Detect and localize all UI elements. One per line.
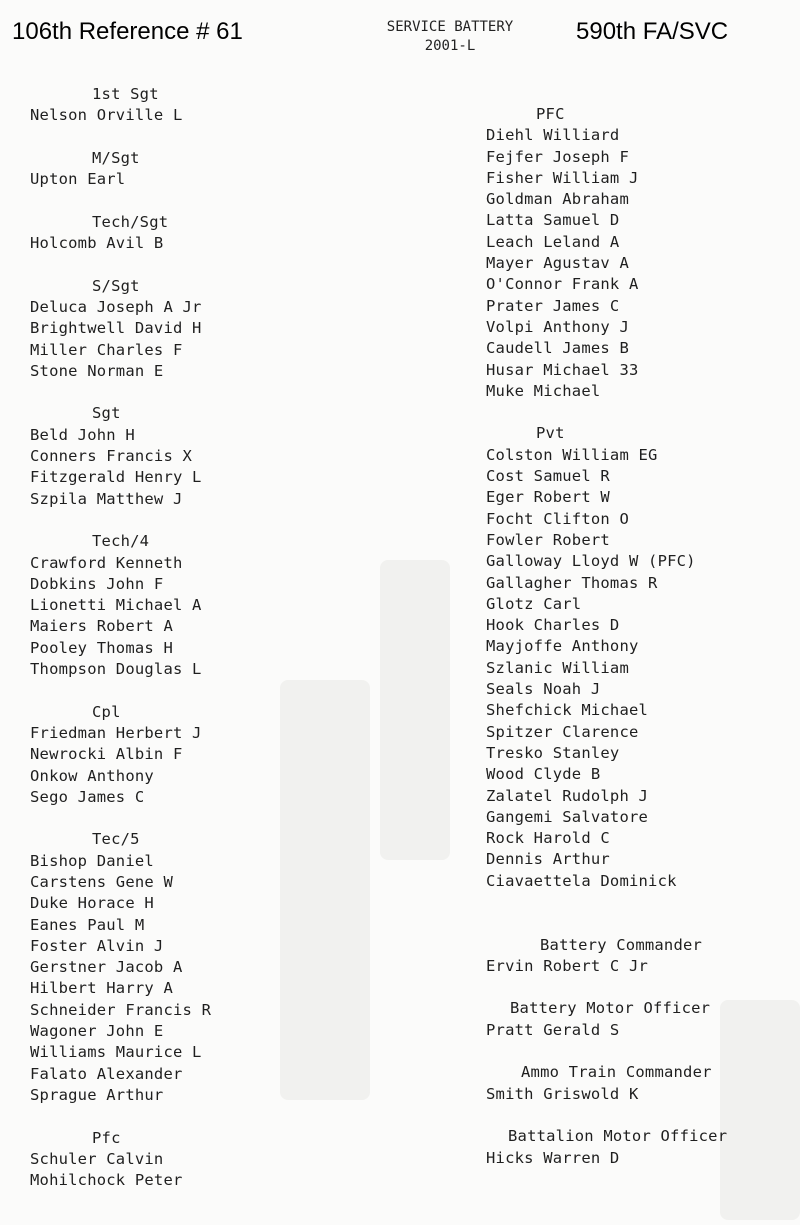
rank-group	[30, 1128, 211, 1192]
officer-name: Ervin Robert C Jr	[486, 956, 649, 975]
officer-group	[486, 935, 727, 978]
soldier-name: Fowler Robert	[486, 530, 610, 549]
soldier-name: Eanes Paul M	[30, 915, 145, 934]
soldier-name: Fisher William J	[486, 168, 639, 187]
soldier-name: Deluca Joseph A Jr	[30, 297, 202, 316]
soldier-name: Gerstner Jacob A	[30, 958, 183, 977]
soldier-name: Goldman Abraham	[486, 190, 629, 209]
rank-group	[30, 403, 211, 509]
soldier-name: Wood Clyde B	[486, 765, 601, 784]
soldier-name: Diehl Williard	[486, 126, 620, 145]
soldier-name: Tresko Stanley	[486, 743, 620, 762]
soldier-name: Mohilchock Peter	[30, 1171, 183, 1190]
soldier-name: Newrocki Albin F	[30, 745, 183, 764]
paper-stain	[380, 560, 450, 860]
soldier-name: Leach Leland A	[486, 232, 620, 251]
soldier-name: Hilbert Harry A	[30, 979, 173, 998]
soldier-name: Lionetti Michael A	[30, 596, 202, 615]
officer-name: Hicks Warren D	[486, 1148, 620, 1167]
rank-heading: M/Sgt	[92, 148, 140, 167]
soldier-name: O'Connor Frank A	[486, 275, 639, 294]
spacer	[30, 510, 211, 531]
soldier-name: Ciavaettela Dominick	[486, 871, 677, 890]
soldier-name: Szpila Matthew J	[30, 489, 183, 508]
soldier-name: Nelson Orville L	[30, 106, 183, 125]
officer-group	[486, 1062, 727, 1105]
soldier-name: Mayjoffe Anthony	[486, 637, 639, 656]
reference-label: 106th Reference # 61	[12, 18, 243, 45]
soldier-name: Schuler Calvin	[30, 1149, 164, 1168]
spacer	[30, 1106, 211, 1127]
soldier-name: Falato Alexander	[30, 1064, 183, 1083]
paper-stain	[280, 680, 370, 1100]
spacer	[30, 127, 211, 148]
soldier-name: Szlanic William	[486, 658, 629, 677]
soldier-name: Dobkins John F	[30, 574, 164, 593]
soldier-name: Focht Clifton O	[486, 509, 629, 528]
rank-group	[30, 212, 211, 255]
soldier-name: Colston William EG	[486, 445, 658, 464]
soldier-name: Sprague Arthur	[30, 1085, 164, 1104]
soldier-name: Holcomb Avil B	[30, 234, 164, 253]
spacer	[486, 1105, 727, 1126]
soldier-name: Dennis Arthur	[486, 850, 610, 869]
soldier-name: Husar Michael 33	[486, 360, 639, 379]
battery-code: 2001-L	[424, 38, 476, 54]
paper-stain	[720, 1000, 800, 1220]
soldier-name: Thompson Douglas L	[30, 660, 202, 679]
soldier-name: Schneider Francis R	[30, 1000, 212, 1019]
rank-group	[486, 104, 727, 402]
soldier-name: Spitzer Clarence	[486, 722, 639, 741]
page-header	[360, 18, 540, 56]
soldier-name: Volpi Anthony J	[486, 317, 629, 336]
soldier-name: Brightwell David H	[30, 319, 202, 338]
spacer	[486, 977, 727, 998]
soldier-name: Upton Earl	[30, 170, 126, 189]
soldier-name: Prater James C	[486, 296, 620, 315]
rank-group	[30, 829, 211, 1106]
rank-group	[30, 531, 211, 680]
rank-heading: 1st Sgt	[92, 85, 159, 103]
soldier-name: Cost Samuel R	[486, 467, 610, 486]
officer-name: Smith Griswold K	[486, 1084, 639, 1103]
soldier-name: Eger Robert W	[486, 488, 610, 507]
soldier-name: Pooley Thomas H	[30, 638, 173, 657]
officer-title: Battery Commander	[540, 935, 703, 954]
rank-heading: PFC	[536, 105, 565, 123]
soldier-name: Sego James C	[30, 787, 145, 806]
officer-group	[486, 998, 727, 1041]
unit-label: 590th FA/SVC	[576, 18, 729, 45]
soldier-name: Beld John H	[30, 425, 135, 444]
soldier-name: Caudell James B	[486, 339, 629, 358]
soldier-name: Rock Harold C	[486, 829, 610, 848]
soldier-name: Bishop Daniel	[30, 851, 154, 870]
right-roster-column	[486, 104, 727, 1169]
rank-heading: Cpl	[92, 702, 121, 721]
soldier-name: Gangemi Salvatore	[486, 807, 649, 826]
battery-title: SERVICE BATTERY	[386, 19, 514, 35]
soldier-name: Fitzgerald Henry L	[30, 468, 202, 487]
enlisted-roster-right	[486, 104, 727, 892]
soldier-name: Muke Michael	[486, 381, 601, 400]
soldier-name: Williams Maurice L	[30, 1043, 202, 1062]
spacer	[30, 680, 211, 701]
rank-heading: Tech/4	[92, 532, 150, 551]
soldier-name: Seals Noah J	[486, 680, 601, 699]
spacer	[486, 402, 727, 423]
officer-name: Pratt Gerald S	[486, 1020, 620, 1039]
rank-heading: Tech/Sgt	[92, 212, 169, 231]
soldier-name: Latta Samuel D	[486, 211, 620, 230]
soldier-name: Conners Francis X	[30, 447, 193, 466]
officer-title: Battalion Motor Officer	[508, 1127, 728, 1146]
spacer	[30, 190, 211, 211]
rank-group	[30, 702, 211, 808]
officer-group	[486, 1126, 727, 1169]
soldier-name: Stone Norman E	[30, 361, 164, 380]
officer-title: Battery Motor Officer	[510, 999, 711, 1018]
soldier-name: Miller Charles F	[30, 340, 183, 359]
rank-group	[30, 148, 211, 191]
soldier-name: Mayer Agustav A	[486, 254, 629, 273]
soldier-name: Friedman Herbert J	[30, 723, 202, 742]
soldier-name: Fejfer Joseph F	[486, 147, 629, 166]
rank-group	[30, 84, 211, 127]
soldier-name: Shefchick Michael	[486, 701, 649, 720]
soldier-name: Foster Alvin J	[30, 936, 164, 955]
spacer	[30, 808, 211, 829]
soldier-name: Gallagher Thomas R	[486, 573, 658, 592]
rank-heading: S/Sgt	[92, 276, 140, 295]
soldier-name: Crawford Kenneth	[30, 553, 183, 572]
soldier-name: Maiers Robert A	[30, 617, 173, 636]
rank-group	[30, 276, 211, 382]
soldier-name: Glotz Carl	[486, 594, 582, 613]
soldier-name: Galloway Lloyd W (PFC)	[486, 552, 696, 571]
rank-group	[486, 423, 727, 892]
soldier-name: Duke Horace H	[30, 894, 154, 913]
spacer	[30, 382, 211, 403]
soldier-name: Hook Charles D	[486, 616, 620, 635]
spacer	[486, 1041, 727, 1062]
rank-heading: Pvt	[536, 424, 565, 443]
rank-heading: Tec/5	[92, 830, 140, 849]
officer-title: Ammo Train Commander	[521, 1063, 712, 1082]
rank-heading: Pfc	[92, 1128, 121, 1147]
soldier-name: Zalatel Rudolph J	[486, 786, 649, 805]
soldier-name: Onkow Anthony	[30, 766, 154, 785]
left-roster-column	[30, 84, 211, 1191]
soldier-name: Wagoner John E	[30, 1022, 164, 1041]
spacer	[30, 254, 211, 275]
spacer	[486, 892, 727, 935]
rank-heading: Sgt	[92, 404, 121, 423]
soldier-name: Carstens Gene W	[30, 872, 173, 891]
